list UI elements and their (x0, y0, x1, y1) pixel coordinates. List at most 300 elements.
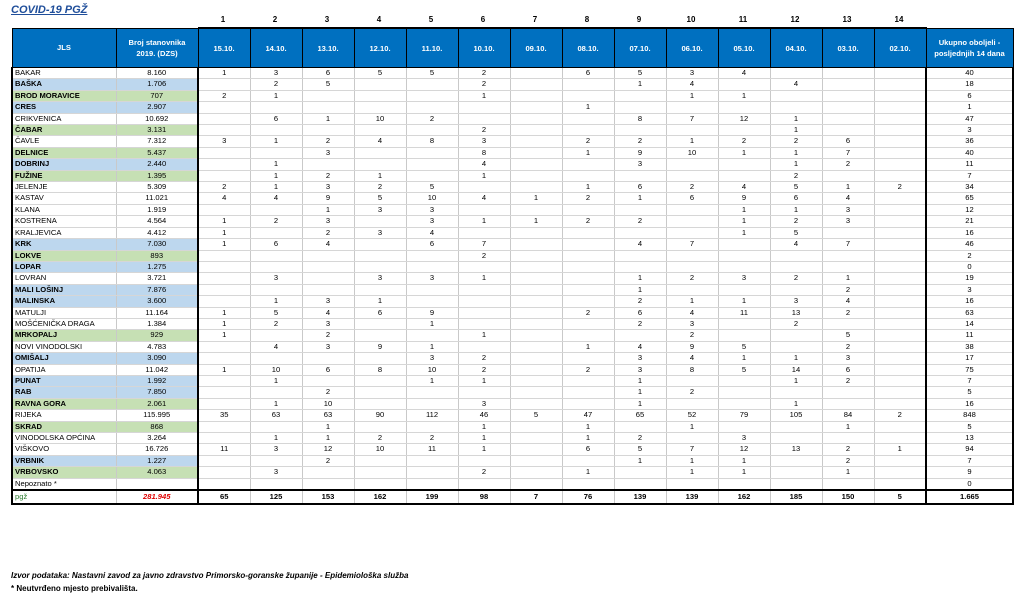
daily-cases-cell: 1 (458, 273, 510, 284)
total-cases-cell: 0 (926, 478, 1013, 490)
summary-daily-cell: 199 (406, 490, 458, 504)
total-cases-cell: 7 (926, 375, 1013, 386)
daily-cases-cell: 2 (458, 125, 510, 136)
daily-cases-cell (510, 284, 562, 295)
total-cases-cell: 3 (926, 284, 1013, 295)
daily-cases-cell (198, 250, 250, 261)
daily-cases-cell: 1 (250, 182, 302, 193)
daily-cases-cell (354, 250, 406, 261)
daily-cases-cell: 3 (406, 273, 458, 284)
daily-cases-cell: 8 (354, 364, 406, 375)
daily-cases-cell: 1 (406, 375, 458, 386)
daily-cases-cell (562, 79, 614, 90)
daily-cases-cell (510, 398, 562, 409)
daily-cases-cell (666, 284, 718, 295)
daily-cases-cell (822, 261, 874, 272)
summary-label: pgž (12, 490, 116, 504)
population-cell: 707 (116, 90, 198, 101)
daily-cases-cell: 12 (718, 444, 770, 455)
total-cases-cell: 21 (926, 216, 1013, 227)
population-cell: 3.131 (116, 125, 198, 136)
header-date: 07.10. (614, 28, 666, 68)
daily-cases-cell: 1 (458, 330, 510, 341)
column-number: 4 (376, 15, 382, 24)
daily-cases-cell: 1 (250, 296, 302, 307)
population-cell: 7.876 (116, 284, 198, 295)
table-row (12, 90, 1013, 101)
daily-cases-cell: 3 (250, 467, 302, 478)
daily-cases-cell: 4 (250, 193, 302, 204)
daily-cases-cell (510, 318, 562, 329)
municipality-name: Nepoznato * (12, 478, 116, 490)
total-cases-cell: 7 (926, 170, 1013, 181)
daily-cases-cell (198, 147, 250, 158)
daily-cases-cell: 5 (822, 330, 874, 341)
daily-cases-cell: 12 (718, 113, 770, 124)
municipality-name: FUŽINE (12, 170, 116, 181)
total-cases-cell: 17 (926, 353, 1013, 364)
daily-cases-cell (562, 204, 614, 215)
daily-cases-cell (354, 455, 406, 466)
daily-cases-cell: 3 (302, 216, 354, 227)
population-cell: 16.726 (116, 444, 198, 455)
daily-cases-cell (250, 284, 302, 295)
daily-cases-cell: 2 (874, 410, 926, 421)
daily-cases-cell (406, 296, 458, 307)
daily-cases-cell: 1 (198, 68, 250, 79)
daily-cases-cell (406, 455, 458, 466)
header-jls: JLS (12, 28, 116, 68)
daily-cases-cell (874, 227, 926, 238)
daily-cases-cell (198, 284, 250, 295)
municipality-name: BROD MORAVICE (12, 90, 116, 101)
population-cell: 1.706 (116, 79, 198, 90)
population-cell: 1.227 (116, 455, 198, 466)
daily-cases-cell: 1 (562, 147, 614, 158)
total-cases-cell: 11 (926, 159, 1013, 170)
table-row (12, 307, 1013, 318)
daily-cases-cell: 2 (822, 307, 874, 318)
daily-cases-cell (822, 170, 874, 181)
daily-cases-cell (718, 79, 770, 90)
daily-cases-cell (198, 341, 250, 352)
daily-cases-cell (510, 433, 562, 444)
daily-cases-cell (562, 375, 614, 386)
daily-cases-cell: 1 (666, 136, 718, 147)
daily-cases-cell (198, 398, 250, 409)
daily-cases-cell (666, 478, 718, 490)
daily-cases-cell (770, 102, 822, 113)
source-note: Izvor podataka: Nastavni zavod za javno zdravstvo Primorsko-goranske županije - Epidemiološka služba (11, 571, 409, 580)
daily-cases-cell (510, 239, 562, 250)
summary-daily-cell: 139 (666, 490, 718, 504)
total-cases-cell: 19 (926, 273, 1013, 284)
daily-cases-cell (354, 125, 406, 136)
header-population: Broj stanovnika 2019. (DZS) (116, 28, 198, 68)
total-cases-cell: 63 (926, 307, 1013, 318)
daily-cases-cell (614, 250, 666, 261)
daily-cases-cell: 1 (770, 204, 822, 215)
daily-cases-cell: 3 (406, 204, 458, 215)
daily-cases-cell: 4 (250, 341, 302, 352)
daily-cases-cell: 6 (614, 307, 666, 318)
daily-cases-cell (510, 147, 562, 158)
daily-cases-cell: 7 (822, 147, 874, 158)
daily-cases-cell: 65 (614, 410, 666, 421)
daily-cases-cell: 6 (406, 239, 458, 250)
summary-daily-cell: 139 (614, 490, 666, 504)
daily-cases-cell: 5 (614, 68, 666, 79)
header-date: 09.10. (510, 28, 562, 68)
daily-cases-cell (874, 421, 926, 432)
table-row (12, 204, 1013, 215)
daily-cases-cell (874, 364, 926, 375)
daily-cases-cell: 1 (666, 455, 718, 466)
daily-cases-cell (562, 125, 614, 136)
total-cases-cell: 40 (926, 68, 1013, 79)
daily-cases-cell (510, 68, 562, 79)
daily-cases-cell (198, 478, 250, 490)
daily-cases-cell (562, 330, 614, 341)
daily-cases-cell: 1 (874, 444, 926, 455)
daily-cases-cell (874, 478, 926, 490)
daily-cases-cell (874, 216, 926, 227)
daily-cases-cell: 1 (562, 341, 614, 352)
column-numbers (0, 15, 1024, 26)
table-row (12, 250, 1013, 261)
daily-cases-cell (770, 341, 822, 352)
daily-cases-cell: 1 (354, 296, 406, 307)
table-row (12, 216, 1013, 227)
daily-cases-cell: 2 (822, 444, 874, 455)
daily-cases-cell (406, 478, 458, 490)
daily-cases-cell (718, 102, 770, 113)
daily-cases-cell: 1 (718, 90, 770, 101)
daily-cases-cell (718, 159, 770, 170)
daily-cases-cell: 4 (614, 239, 666, 250)
daily-cases-cell (718, 330, 770, 341)
column-number: 10 (686, 15, 696, 24)
table-row (12, 364, 1013, 375)
daily-cases-cell: 3 (250, 273, 302, 284)
daily-cases-cell (614, 261, 666, 272)
daily-cases-cell (354, 330, 406, 341)
daily-cases-cell (458, 341, 510, 352)
daily-cases-cell (250, 261, 302, 272)
daily-cases-cell: 2 (666, 273, 718, 284)
daily-cases-cell (822, 102, 874, 113)
daily-cases-cell (822, 398, 874, 409)
daily-cases-cell (562, 387, 614, 398)
total-cases-cell: 16 (926, 296, 1013, 307)
table-row (12, 68, 1013, 79)
daily-cases-cell (354, 216, 406, 227)
municipality-name: BAŠKA (12, 79, 116, 90)
daily-cases-cell (354, 353, 406, 364)
daily-cases-cell: 2 (822, 341, 874, 352)
daily-cases-cell: 1 (718, 455, 770, 466)
daily-cases-cell (458, 284, 510, 295)
daily-cases-cell (562, 90, 614, 101)
column-number: 3 (324, 15, 330, 24)
daily-cases-cell (406, 125, 458, 136)
municipality-name: JELENJE (12, 182, 116, 193)
daily-cases-cell: 47 (562, 410, 614, 421)
summary-daily-cell: 162 (718, 490, 770, 504)
municipality-name: MOŠĆENIČKA DRAGA (12, 318, 116, 329)
daily-cases-cell: 1 (718, 227, 770, 238)
daily-cases-cell: 5 (770, 227, 822, 238)
daily-cases-cell (874, 307, 926, 318)
daily-cases-cell: 2 (302, 136, 354, 147)
daily-cases-cell (198, 387, 250, 398)
daily-cases-cell: 2 (666, 330, 718, 341)
daily-cases-cell: 1 (614, 79, 666, 90)
daily-cases-cell: 2 (302, 330, 354, 341)
daily-cases-cell: 10 (250, 364, 302, 375)
daily-cases-cell (510, 204, 562, 215)
daily-cases-cell (302, 467, 354, 478)
daily-cases-cell: 2 (250, 318, 302, 329)
daily-cases-cell (198, 261, 250, 272)
daily-cases-cell: 2 (458, 79, 510, 90)
daily-cases-cell (354, 421, 406, 432)
daily-cases-cell: 1 (250, 375, 302, 386)
summary-daily-cell: 185 (770, 490, 822, 504)
daily-cases-cell: 1 (770, 159, 822, 170)
total-cases-cell: 9 (926, 467, 1013, 478)
daily-cases-cell: 1 (562, 421, 614, 432)
daily-cases-cell: 12 (302, 444, 354, 455)
daily-cases-cell: 3 (198, 136, 250, 147)
daily-cases-cell: 1 (302, 433, 354, 444)
daily-cases-cell (406, 284, 458, 295)
daily-cases-cell (562, 478, 614, 490)
daily-cases-cell: 2 (562, 307, 614, 318)
daily-cases-cell: 8 (614, 113, 666, 124)
municipality-name: KRK (12, 239, 116, 250)
daily-cases-cell (458, 478, 510, 490)
daily-cases-cell (510, 102, 562, 113)
total-cases-cell: 7 (926, 455, 1013, 466)
daily-cases-cell (250, 204, 302, 215)
daily-cases-cell (874, 90, 926, 101)
daily-cases-cell (406, 330, 458, 341)
municipality-name: NOVI VINODOLSKI (12, 341, 116, 352)
municipality-name: VRBOVSKO (12, 467, 116, 478)
municipality-name: OPATIJA (12, 364, 116, 375)
daily-cases-cell: 7 (666, 113, 718, 124)
daily-cases-cell: 2 (614, 433, 666, 444)
population-cell: 893 (116, 250, 198, 261)
daily-cases-cell: 2 (458, 364, 510, 375)
summary-daily-cell: 7 (510, 490, 562, 504)
total-cases-cell: 40 (926, 147, 1013, 158)
population-cell: 4.412 (116, 227, 198, 238)
daily-cases-cell: 13 (770, 444, 822, 455)
daily-cases-cell: 2 (458, 68, 510, 79)
daily-cases-cell (770, 330, 822, 341)
daily-cases-cell (198, 125, 250, 136)
daily-cases-cell (510, 341, 562, 352)
total-cases-cell: 5 (926, 421, 1013, 432)
population-cell: 3.090 (116, 353, 198, 364)
covid-cases-table (11, 27, 1014, 505)
daily-cases-cell (302, 159, 354, 170)
daily-cases-cell (718, 261, 770, 272)
population-cell: 2.907 (116, 102, 198, 113)
population-cell: 1.275 (116, 261, 198, 272)
daily-cases-cell: 2 (770, 273, 822, 284)
daily-cases-cell (458, 113, 510, 124)
population-cell: 7.850 (116, 387, 198, 398)
daily-cases-cell (718, 421, 770, 432)
daily-cases-cell (562, 353, 614, 364)
daily-cases-cell: 10 (406, 193, 458, 204)
daily-cases-cell: 1 (614, 284, 666, 295)
table-row (12, 421, 1013, 432)
daily-cases-cell: 1 (198, 330, 250, 341)
daily-cases-cell: 3 (718, 433, 770, 444)
daily-cases-cell: 2 (562, 136, 614, 147)
total-cases-cell: 12 (926, 204, 1013, 215)
table-row (12, 387, 1013, 398)
summary-daily-cell: 65 (198, 490, 250, 504)
daily-cases-cell (406, 102, 458, 113)
daily-cases-cell (354, 375, 406, 386)
daily-cases-cell: 2 (770, 136, 822, 147)
daily-cases-cell (874, 147, 926, 158)
daily-cases-cell (718, 170, 770, 181)
daily-cases-cell: 1 (198, 364, 250, 375)
column-number: 7 (532, 15, 538, 24)
municipality-name: BAKAR (12, 68, 116, 79)
daily-cases-cell: 1 (562, 102, 614, 113)
daily-cases-cell (198, 273, 250, 284)
daily-cases-cell (666, 159, 718, 170)
daily-cases-cell: 3 (406, 353, 458, 364)
summary-daily-cell: 76 (562, 490, 614, 504)
table-row (12, 284, 1013, 295)
daily-cases-cell (510, 330, 562, 341)
daily-cases-cell: 2 (458, 353, 510, 364)
daily-cases-cell: 1 (666, 90, 718, 101)
population-cell: 3.721 (116, 273, 198, 284)
daily-cases-cell (406, 90, 458, 101)
daily-cases-cell (198, 421, 250, 432)
municipality-name: OMIŠALJ (12, 353, 116, 364)
daily-cases-cell (874, 341, 926, 352)
daily-cases-cell (354, 478, 406, 490)
daily-cases-cell: 5 (406, 68, 458, 79)
daily-cases-cell: 2 (250, 216, 302, 227)
daily-cases-cell (770, 68, 822, 79)
daily-cases-cell (198, 433, 250, 444)
population-cell: 11.164 (116, 307, 198, 318)
daily-cases-cell: 2 (354, 433, 406, 444)
header-date: 15.10. (198, 28, 250, 68)
daily-cases-cell: 9 (614, 147, 666, 158)
total-cases-cell: 1 (926, 102, 1013, 113)
daily-cases-cell: 112 (406, 410, 458, 421)
daily-cases-cell (510, 261, 562, 272)
daily-cases-cell: 3 (354, 227, 406, 238)
daily-cases-cell: 7 (822, 239, 874, 250)
daily-cases-cell: 1 (458, 444, 510, 455)
daily-cases-cell: 2 (718, 136, 770, 147)
daily-cases-cell: 1 (302, 204, 354, 215)
daily-cases-cell: 1 (198, 318, 250, 329)
daily-cases-cell: 9 (302, 193, 354, 204)
daily-cases-cell (874, 375, 926, 386)
daily-cases-cell (822, 318, 874, 329)
header-row (12, 28, 1013, 68)
daily-cases-cell (718, 375, 770, 386)
daily-cases-cell: 1 (718, 204, 770, 215)
daily-cases-cell (510, 170, 562, 181)
municipality-name: RAB (12, 387, 116, 398)
daily-cases-cell: 2 (874, 182, 926, 193)
daily-cases-cell (822, 433, 874, 444)
table-row (12, 193, 1013, 204)
daily-cases-cell: 2 (406, 113, 458, 124)
municipality-name: PUNAT (12, 375, 116, 386)
daily-cases-cell: 2 (614, 296, 666, 307)
daily-cases-cell: 79 (718, 410, 770, 421)
daily-cases-cell (354, 284, 406, 295)
daily-cases-cell (666, 250, 718, 261)
daily-cases-cell (510, 296, 562, 307)
municipality-name: KASTAV (12, 193, 116, 204)
daily-cases-cell (874, 204, 926, 215)
municipality-name: VRBNIK (12, 455, 116, 466)
daily-cases-cell (354, 102, 406, 113)
column-number: 13 (842, 15, 852, 24)
daily-cases-cell (510, 467, 562, 478)
daily-cases-cell: 52 (666, 410, 718, 421)
daily-cases-cell (302, 284, 354, 295)
daily-cases-cell: 10 (354, 113, 406, 124)
table-row (12, 433, 1013, 444)
population-cell: 11.042 (116, 364, 198, 375)
daily-cases-cell: 1 (822, 421, 874, 432)
summary-row (12, 490, 1013, 504)
daily-cases-cell: 8 (406, 136, 458, 147)
header-date: 02.10. (874, 28, 926, 68)
daily-cases-cell: 1 (614, 193, 666, 204)
municipality-name: RIJEKA (12, 410, 116, 421)
daily-cases-cell: 2 (562, 193, 614, 204)
daily-cases-cell (354, 261, 406, 272)
daily-cases-cell (562, 113, 614, 124)
daily-cases-cell (562, 398, 614, 409)
daily-cases-cell: 5 (614, 444, 666, 455)
daily-cases-cell: 2 (666, 182, 718, 193)
total-cases-cell: 47 (926, 113, 1013, 124)
daily-cases-cell (718, 284, 770, 295)
daily-cases-cell: 2 (614, 318, 666, 329)
daily-cases-cell: 6 (562, 444, 614, 455)
daily-cases-cell (718, 125, 770, 136)
daily-cases-cell: 1 (458, 421, 510, 432)
daily-cases-cell: 7 (666, 444, 718, 455)
daily-cases-cell: 5 (354, 68, 406, 79)
daily-cases-cell (458, 387, 510, 398)
daily-cases-cell: 3 (718, 273, 770, 284)
population-cell: 1.384 (116, 318, 198, 329)
column-number: 2 (272, 15, 278, 24)
daily-cases-cell: 1 (614, 273, 666, 284)
